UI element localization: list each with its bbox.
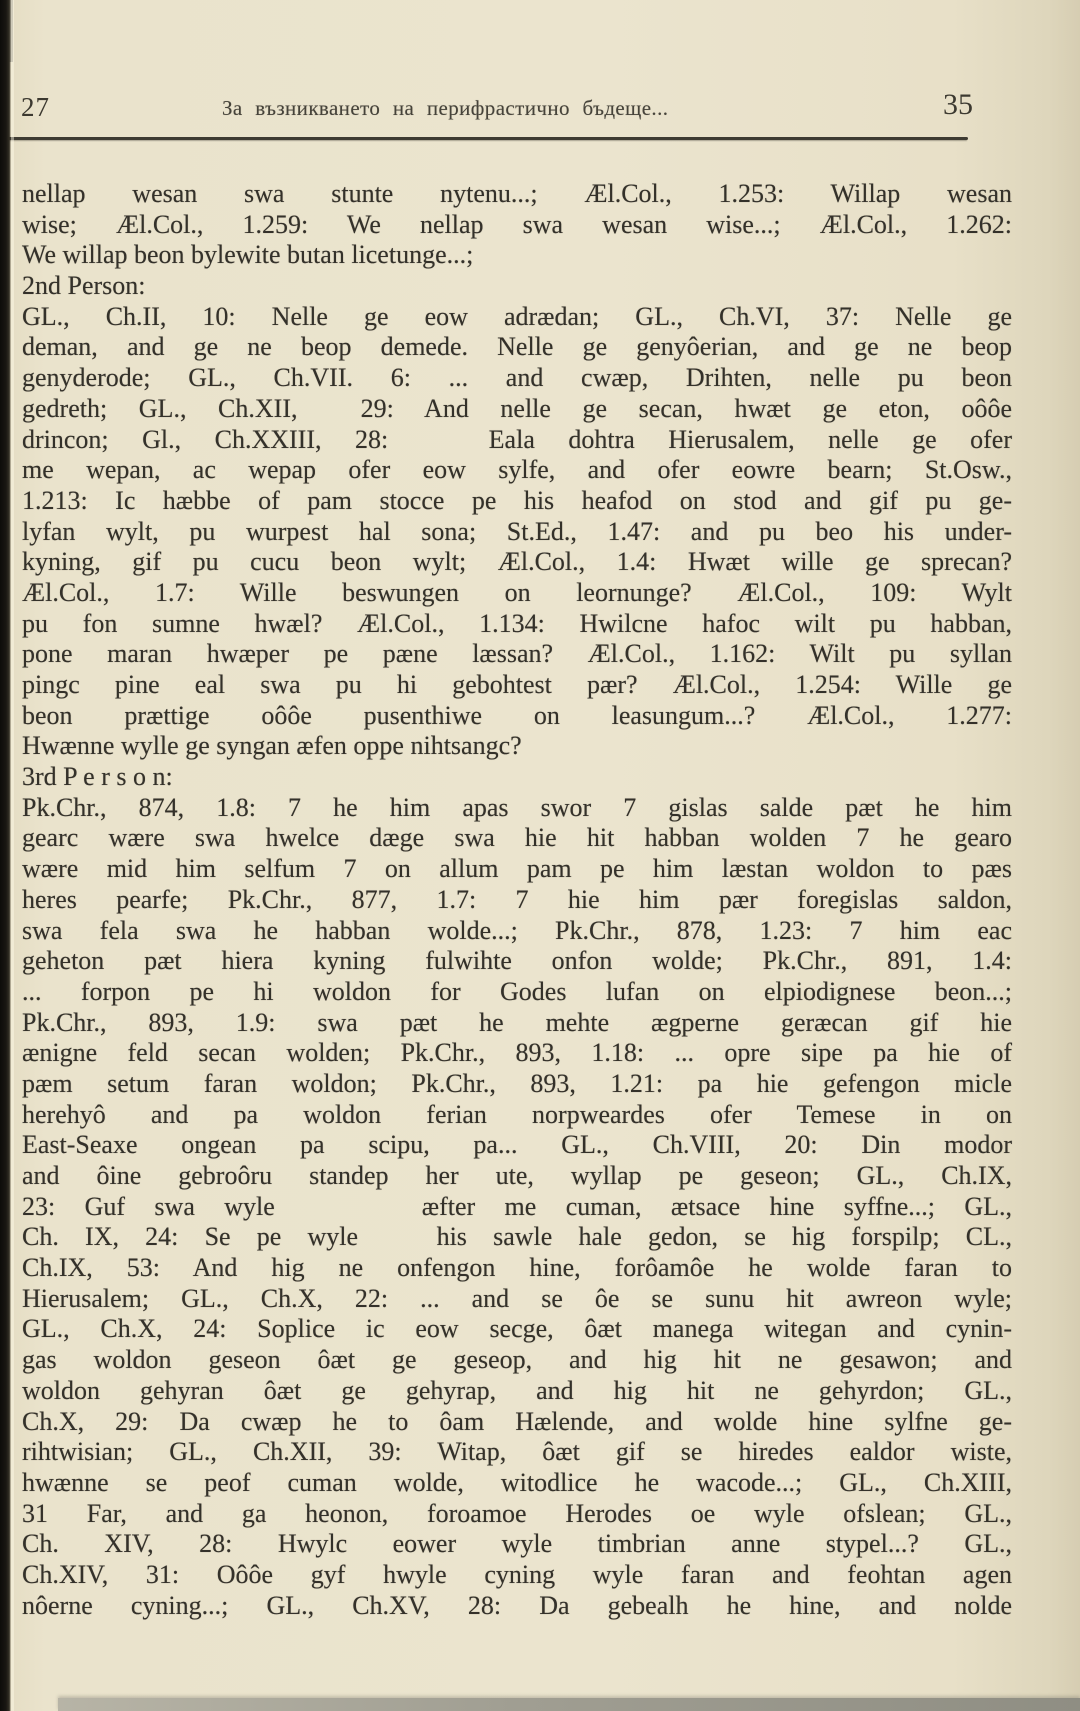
text-line: 3rd P e r s o n: — [22, 762, 173, 792]
text-line: wise; Æl.Col., 1.259: We nellap swa wesan wise...; Æl.Col., 1.262: — [22, 209, 1012, 239]
text-line: beon prættige oôôe pusenthiwe on leasungum...? Æl.Col., 1.277: — [22, 700, 1012, 730]
text-line: lyfan wylt, pu wurpest hal sona; St.Ed., 1.47: and pu beo his under- — [22, 516, 1012, 546]
text-line: pingc pine eal swa pu hi gebohtest pær? Æl.Col., 1.254: Wille ge — [22, 670, 1012, 699]
text-line: geheton pæt hiera kyning fulwihte onfon wolde; Pk.Chr., 891, 1.4: — [22, 946, 1012, 976]
scan-edge-shadow — [58, 1698, 1080, 1711]
text-line: rihtwisian; GL., Ch.XII, 39: Witap, ôæt gif se hiredes ealdor wiste, — [22, 1437, 1012, 1467]
text-line: herehyô and pa woldon ferian norpweardes ofer Temese in on — [22, 1099, 1012, 1129]
text-line: Hwænne wylle ge syngan æfen oppe nihtsangc? — [22, 731, 522, 761]
text-line: genyderode; GL., Ch.VII. 6: ... and cwæp, Drihten, nelle pu beon — [22, 363, 1012, 393]
page-number-left: 27 — [21, 92, 50, 122]
text-line: Ch.X, 29: Da cwæp he to ôam Hælende, and wolde hine sylfne ge- — [22, 1406, 1012, 1436]
text-line: pone maran hwæper pe pæne læssan? Æl.Col., 1.162: Wilt pu syllan — [22, 639, 1012, 669]
text-line: Ch. XIV, 28: Hwylc eower wyle timbrian anne stypel...? GL., — [22, 1529, 1012, 1559]
text-line: Ch.IX, 53: And hig ne onfengon hine, forôamôe he wolde faran to — [22, 1253, 1012, 1283]
text-line: nôerne cyning...; GL., Ch.XV, 28: Da gebealh he hine, and nolde — [22, 1590, 1012, 1620]
text-line: GL., Ch.II, 10: Nelle ge eow adrædan; GL., Ch.VI, 37: Nelle ge — [22, 301, 1012, 331]
text-line: ... forpon pe hi woldon for Godes lufan on elpiodignese beon...; — [22, 976, 1012, 1006]
text-line: gedreth; GL., Ch.XII, 29: And nelle ge secan, hwæt ge eton, oôôe — [22, 393, 1012, 423]
text-line: swa fela swa he habban wolde...; Pk.Chr., 878, 1.23: 7 him eac — [22, 915, 1012, 945]
text-line: ænigne feld secan wolden; Pk.Chr., 893, 1.18: ... opre sipe pa hie of — [22, 1038, 1012, 1068]
spine-highlight — [11, 0, 14, 1711]
text-line: Æl.Col., 1.7: Wille beswungen on leornunge? Æl.Col., 109: Wylt — [22, 577, 1012, 607]
page-number-right: 35 — [943, 88, 973, 121]
text-line: 1.213: Ic hæbbe of pam stocce pe his heafod on stod and gif pu ge- — [22, 485, 1012, 515]
page-header — [0, 86, 1080, 132]
text-line: hwænne se peof cuman wolde, witodlice he wacode...; GL., Ch.XIII, — [22, 1467, 1012, 1497]
text-line: nellap wesan swa stunte nytenu...; Æl.Col., 1.253: Willap wesan — [22, 179, 1012, 208]
text-line: pu fon sumne hwæl? Æl.Col., 1.134: Hwilcne hafoc wilt pu habban, — [22, 608, 1012, 638]
text-line: Pk.Chr., 874, 1.8: 7 he him apas swor 7 gislas salde pæt he him — [22, 792, 1012, 822]
book-spine-shadow — [0, 0, 11, 1711]
header-rule — [8, 137, 968, 140]
text-line: Pk.Chr., 893, 1.9: swa pæt he mehte ægperne geræcan gif hie — [22, 1007, 1012, 1037]
text-line: pæm setum faran woldon; Pk.Chr., 893, 1.21: pa hie gefengon micle — [22, 1068, 1012, 1098]
text-line: and ôine gebroôru standep her ute, wyllap pe geseon; GL., Ch.IX, — [22, 1161, 1012, 1190]
text-line: Ch.XIV, 31: Oôôe gyf hwyle cyning wyle faran and feohtan agen — [22, 1559, 1012, 1589]
text-line: me wepan, ac wepap ofer eow sylfe, and ofer eowre bearn; St.Osw., — [22, 455, 1012, 485]
text-line: We willap beon bylewite butan licetunge...; — [22, 240, 474, 270]
text-line: kyning, gif pu cucu beon wylt; Æl.Col., 1.4: Hwæt wille ge sprecan? — [22, 547, 1012, 577]
text-line: gas woldon geseon ôæt ge geseop, and hig hit ne gesawon; and — [22, 1345, 1012, 1375]
text-line: drincon; Gl., Ch.XXIII, 28: Eala dohtra Hierusalem, nelle ge ofer — [22, 424, 1012, 454]
text-line: 31 Far, and ga heonon, foroamoe Herodes oe wyle ofslean; GL., — [22, 1498, 1012, 1528]
text-line: 2nd Person: — [22, 271, 146, 301]
text-line: wære mid him selfum 7 on allum pam pe him læstan woldon to pæs — [22, 854, 1012, 884]
text-line: gearc wære swa hwelce dæge swa hie hit habban wolden 7 he gearo — [22, 823, 1012, 853]
text-line: heres pearfe; Pk.Chr., 877, 1.7: 7 hie him pær foregislas saldon, — [22, 884, 1012, 914]
text-line: deman, and ge ne beop demede. Nelle ge genyôerian, and ge ne beop — [22, 332, 1012, 362]
body-text — [22, 179, 1012, 1621]
running-title: За възникването на перифрастично бъдеще... — [222, 96, 669, 120]
text-line: woldon gehyran ôæt ge gehyrap, and hig hit ne gehyrdon; GL., — [22, 1375, 1012, 1405]
text-line: Ch. IX, 24: Se pe wyle his sawle hale gedon, se hig forspilp; CL., — [22, 1222, 1012, 1252]
text-line: Hierusalem; GL., Ch.X, 22: ... and se ôe se sunu hit awreon wyle; — [22, 1283, 1012, 1313]
text-line: GL., Ch.X, 24: Soplice ic eow secge, ôæt manega witegan and cynin- — [22, 1314, 1012, 1344]
text-line: 23: Guf swa wyle æfter me cuman, ætsace hine syffne...; GL., — [22, 1191, 1012, 1221]
text-line: East-Seaxe ongean pa scipu, pa... GL., Ch.VIII, 20: Din modor — [22, 1130, 1012, 1160]
